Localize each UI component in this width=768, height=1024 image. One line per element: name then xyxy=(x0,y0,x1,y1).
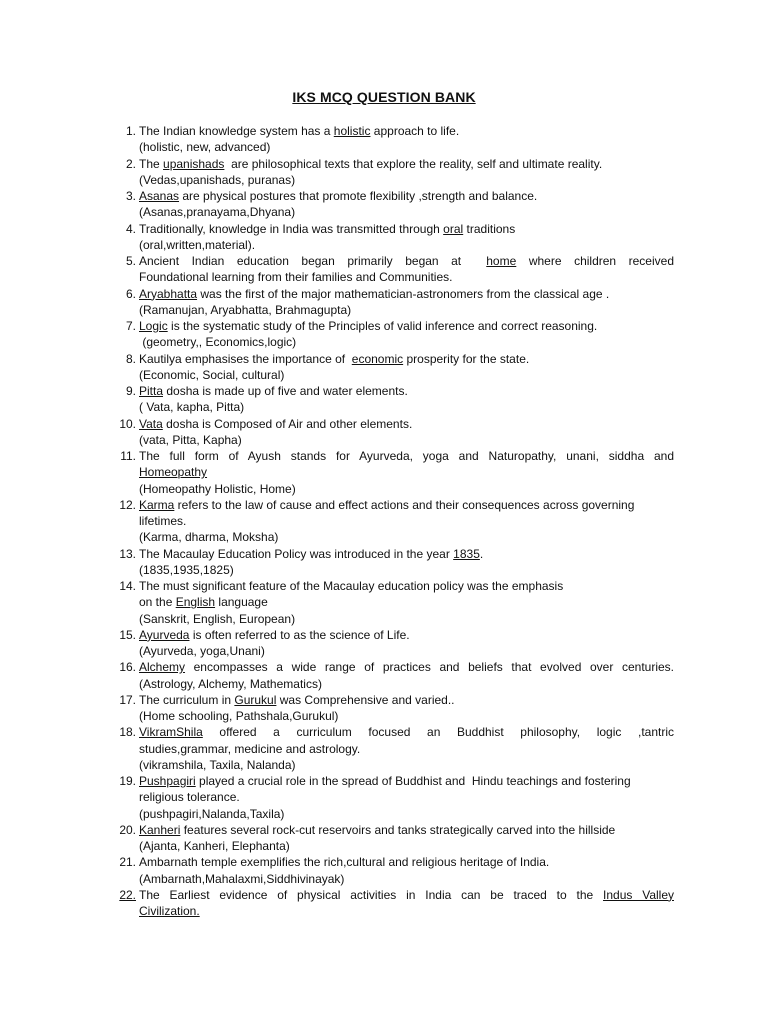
question-item xyxy=(108,854,674,887)
question-item xyxy=(108,724,674,773)
answer-text: Vata xyxy=(139,416,163,431)
question-text: The curriculum in xyxy=(139,692,235,707)
question-item xyxy=(108,448,674,497)
question-text: Ancient Indian education began primarily began at xyxy=(139,254,487,268)
answer-text: 1835 xyxy=(453,546,480,561)
question-text: . xyxy=(479,546,484,561)
options-text: (Asanas,pranayama,Dhyana) xyxy=(139,205,296,220)
question-number: 15. xyxy=(119,627,136,642)
question-number: 22. xyxy=(119,887,136,902)
answer-text: Karma xyxy=(139,497,175,512)
answer-text: Pitta xyxy=(139,384,164,398)
options-text: (Ramanujan, Aryabhatta, Brahmagupta) xyxy=(139,302,352,317)
question-number: 12. xyxy=(119,497,136,512)
question-item xyxy=(108,253,674,286)
question-text: The xyxy=(139,156,164,171)
question-item xyxy=(108,546,674,579)
question-text: The full form of Ayush stands for Ayurveda, yoga and Naturopathy, unani, siddha and xyxy=(139,449,674,463)
question-number: 14. xyxy=(119,579,136,593)
options-text: (Vedas,upanishads, puranas) xyxy=(139,172,296,187)
answer-text: Aryabhatta xyxy=(139,286,198,301)
answer-text: VikramShila xyxy=(139,725,203,740)
question-number: 19. xyxy=(119,774,136,788)
question-text: language xyxy=(215,595,268,610)
question-number: 9. xyxy=(125,384,136,398)
options-text: (Economic, Social, cultural) xyxy=(139,367,285,382)
answer-text: English xyxy=(175,595,216,610)
answer-text: Civilization. xyxy=(139,904,200,918)
options-text: (Sanskrit, English, European) xyxy=(139,611,296,626)
question-item xyxy=(108,627,674,660)
question-text: Ambarnath temple exemplifies the rich,cultural and religious heritage of India. xyxy=(139,855,550,870)
answer-text: Pushpagiri xyxy=(139,774,196,788)
options-text: (Ajanta, Kanheri, Elephanta) xyxy=(139,839,290,853)
answer-text: home xyxy=(486,254,517,268)
question-text: The Macaulay Education Policy was introduced in the year xyxy=(139,546,454,561)
question-text: The must significant feature of the Macaulay education policy was the emphasis xyxy=(139,579,564,593)
options-text: (Ambarnath,Mahalaxmi,Siddhivinayak) xyxy=(139,871,345,886)
question-item xyxy=(108,123,674,156)
question-text: was the first of the major mathematician-astronomers from the classical age . xyxy=(197,286,610,301)
answer-text: Alchemy xyxy=(139,660,186,675)
page-title: IKS MCQ QUESTION BANK xyxy=(292,89,476,105)
question-item xyxy=(108,351,674,384)
answer-text: Indus Valley xyxy=(603,887,674,902)
question-text: features several rock-cut reservoirs and tanks strategically carved into the hillside xyxy=(180,822,616,837)
question-text: dosha is Composed of Air and other elements. xyxy=(162,416,413,431)
question-text: The Earliest evidence of physical activities in India can be traced to the xyxy=(139,887,604,902)
question-text-continued: studies,grammar, medicine and astrology. xyxy=(139,741,361,756)
question-item xyxy=(108,887,674,920)
answer-text: Ayurveda xyxy=(139,627,190,642)
question-item xyxy=(108,822,674,855)
answer-text: Asanas xyxy=(139,189,180,203)
answer-text: holistic xyxy=(333,124,371,138)
question-text: was Comprehensive and varied.. xyxy=(276,692,455,707)
question-text-continued: lifetimes. xyxy=(139,514,187,528)
options-text: (vikramshila, Taxila, Nalanda) xyxy=(139,757,296,772)
question-item xyxy=(108,221,674,254)
answer-text: economic xyxy=(351,351,404,366)
question-number: 13. xyxy=(119,546,136,561)
question-number: 5. xyxy=(125,254,136,268)
answer-text: Kanheri xyxy=(139,822,181,837)
question-item xyxy=(108,773,674,822)
options-text: (Astrology, Alchemy, Mathematics) xyxy=(139,676,322,691)
question-number: 3. xyxy=(125,189,136,203)
question-number: 8. xyxy=(125,351,136,366)
options-text: (holistic, new, advanced) xyxy=(139,140,271,155)
answer-text: Gurukul xyxy=(234,692,277,707)
answer-text: Logic xyxy=(139,319,168,333)
options-text: (oral,written,material). xyxy=(139,237,256,252)
options-text: (vata, Pitta, Kapha) xyxy=(139,432,242,447)
question-number: 10. xyxy=(119,416,136,431)
question-text: are physical postures that promote flexibility ,strength and balance. xyxy=(179,189,538,203)
options-text: (Homeopathy Holistic, Home) xyxy=(139,481,296,496)
question-text: prosperity for the state. xyxy=(403,351,530,366)
question-text: is the systematic study of the Principles of valid inference and correct reasoning. xyxy=(167,319,598,333)
question-text: approach to life. xyxy=(370,124,460,138)
options-text: (Karma, dharma, Moksha) xyxy=(139,530,279,545)
answer-text: Homeopathy xyxy=(139,465,208,480)
question-text: played a crucial role in the spread of Buddhist and Hindu teachings and fostering xyxy=(195,774,631,788)
options-text: (Ayurveda, yoga,Unani) xyxy=(139,644,265,658)
answer-text: oral xyxy=(443,221,464,236)
question-number: 11. xyxy=(120,449,136,463)
question-item xyxy=(108,659,674,692)
question-item xyxy=(108,318,674,351)
question-text: Kautilya emphasises the importance of xyxy=(139,351,352,366)
question-text: dosha is made up of five and water elements. xyxy=(163,384,408,398)
question-number: 4. xyxy=(125,221,136,236)
question-text: is often referred to as the science of Life. xyxy=(189,627,410,642)
question-number: 17. xyxy=(119,692,136,707)
question-text: where children received xyxy=(516,254,674,268)
answer-text: upanishads xyxy=(163,156,225,171)
question-number: 6. xyxy=(125,286,136,301)
options-text: (1835,1935,1825) xyxy=(139,562,234,577)
question-number: 2. xyxy=(125,156,136,171)
question-text-continued: religious tolerance. xyxy=(139,790,240,805)
question-text: offered a curriculum focused an Buddhist philosophy, logic ,tantric xyxy=(202,725,674,740)
question-text: traditions xyxy=(463,221,516,236)
question-item xyxy=(108,578,674,627)
options-text: (Home schooling, Pathshala,Gurukul) xyxy=(139,709,339,723)
question-item xyxy=(108,497,674,546)
question-item xyxy=(108,692,674,725)
question-number: 20. xyxy=(119,822,136,837)
options-text: (geometry,, Economics,logic) xyxy=(139,335,297,350)
question-number: 16. xyxy=(119,660,136,675)
question-text: Traditionally, knowledge in India was transmitted through xyxy=(139,221,444,236)
question-number: 7. xyxy=(125,319,136,333)
question-item xyxy=(108,286,674,319)
question-number: 1. xyxy=(125,124,136,138)
question-item xyxy=(108,156,674,189)
question-number: 18. xyxy=(119,725,136,740)
question-number: 21. xyxy=(119,855,136,870)
options-text: (pushpagiri,Nalanda,Taxila) xyxy=(139,806,285,821)
question-text-continued: Foundational learning from their families and Communities. xyxy=(139,270,453,285)
question-item xyxy=(108,188,674,221)
question-text: on the xyxy=(139,595,176,610)
question-item xyxy=(108,383,674,416)
question-text: refers to the law of cause and effect actions and their consequences across governing xyxy=(174,497,635,512)
options-text: ( Vata, kapha, Pitta) xyxy=(139,400,245,415)
question-item xyxy=(108,416,674,449)
question-text: encompasses a wide range of practices and beliefs that evolved over centuries. xyxy=(185,660,674,675)
question-text: are philosophical texts that explore the reality, self and ultimate reality. xyxy=(224,156,603,171)
question-text: The Indian knowledge system has a xyxy=(139,124,334,138)
question-list xyxy=(108,123,674,919)
